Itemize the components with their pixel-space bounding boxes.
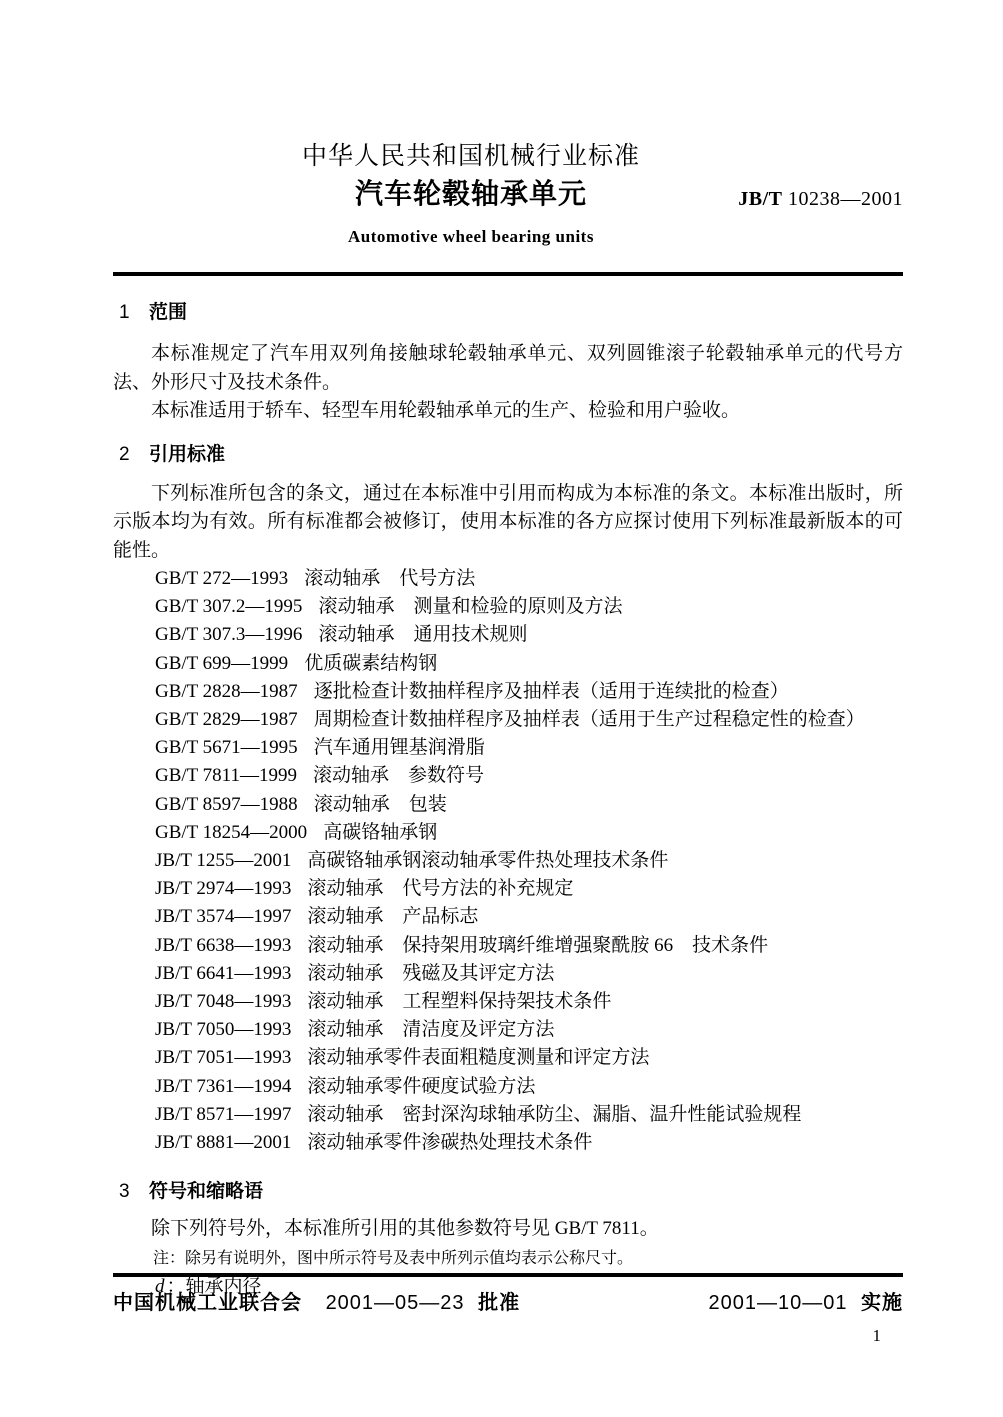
approval-date: 2001—05—23 bbox=[325, 1292, 465, 1314]
section-1-title: 范围 bbox=[149, 302, 188, 323]
reference-item bbox=[155, 762, 903, 790]
reference-item bbox=[155, 1016, 903, 1044]
footer-implementation bbox=[708, 1286, 903, 1315]
reference-title: 优质碳素结构钢 bbox=[304, 652, 438, 674]
section-2-title: 引用标准 bbox=[149, 443, 226, 465]
section-2-body bbox=[113, 480, 903, 566]
document-title-english: Automotive wheel bearing units bbox=[348, 227, 594, 246]
reference-code: JB/T 6638—1993 bbox=[155, 934, 292, 956]
section-3-number: 3 bbox=[119, 1181, 130, 1203]
reference-code: GB/T 18254—2000 bbox=[155, 821, 308, 843]
reference-title: 滚动轴承 代号方法 bbox=[304, 568, 476, 589]
reference-code: JB/T 8881—2001 bbox=[155, 1132, 292, 1154]
approval-organization: 中国机械工业联合会 bbox=[113, 1292, 302, 1314]
reference-title: 滚动轴承 清洁度及评定方法 bbox=[307, 1019, 555, 1041]
reference-code: GB/T 307.2—1995 bbox=[155, 596, 303, 618]
section-3-title: 符号和缩略语 bbox=[149, 1181, 264, 1203]
reference-title: 滚动轴承 残磁及其评定方法 bbox=[307, 962, 555, 984]
section-3-body bbox=[113, 1215, 903, 1244]
paragraph: 本标准规定了汽车用双列角接触球轮毂轴承单元、双列圆锥滚子轮毂轴承单元的代号方法、外形尺寸及技术条件。 bbox=[113, 343, 903, 393]
reference-item bbox=[155, 932, 903, 960]
reference-code: GB/T 2828—1987 bbox=[155, 680, 298, 702]
section-1-heading bbox=[113, 302, 903, 324]
reference-item bbox=[155, 734, 903, 762]
section-1-number: 1 bbox=[119, 302, 130, 323]
reference-code: JB/T 7048—1993 bbox=[155, 991, 292, 1013]
reference-title: 滚动轴承 产品标志 bbox=[307, 906, 479, 928]
reference-code: GB/T 272—1993 bbox=[155, 568, 289, 589]
reference-item bbox=[155, 903, 903, 931]
reference-item bbox=[155, 593, 903, 621]
document-title-chinese: 汽车轮毂轴承单元 bbox=[354, 179, 587, 210]
reference-item bbox=[155, 678, 903, 706]
reference-item bbox=[155, 1073, 903, 1101]
standard-number-value: 10238—2001 bbox=[788, 188, 903, 210]
reference-item bbox=[155, 1044, 903, 1072]
reference-item bbox=[155, 650, 903, 678]
reference-code: GB/T 8597—1988 bbox=[155, 793, 298, 815]
section-3-heading bbox=[113, 1181, 903, 1203]
section-1-body bbox=[113, 340, 903, 426]
symbol-meaning: 轴承内径 bbox=[185, 1275, 262, 1297]
implementation-label: 实施 bbox=[861, 1292, 903, 1314]
document-header bbox=[113, 0, 903, 248]
reference-code: JB/T 1255—2001 bbox=[155, 850, 292, 872]
reference-code: JB/T 7051—1993 bbox=[155, 1047, 292, 1069]
section-3-note: 注：除另有说明外，图中所示符号及表中所列示值均表示公称尺寸。 bbox=[153, 1249, 634, 1267]
reference-title: 滚动轴承 工程塑料保持架技术条件 bbox=[307, 991, 612, 1013]
reference-item bbox=[155, 988, 903, 1016]
reference-code: JB/T 7361—1994 bbox=[155, 1075, 292, 1097]
reference-title: 汽车通用锂基润滑脂 bbox=[313, 737, 485, 759]
reference-code: GB/T 5671—1995 bbox=[155, 737, 298, 759]
footer-approval bbox=[113, 1286, 520, 1315]
reference-item bbox=[155, 1129, 903, 1157]
reference-item bbox=[155, 1101, 903, 1129]
reference-item bbox=[155, 960, 903, 988]
reference-list bbox=[113, 565, 903, 1157]
reference-title: 滚动轴承零件表面粗糙度测量和评定方法 bbox=[307, 1047, 650, 1069]
reference-title: 滚动轴承零件渗碳热处理技术条件 bbox=[307, 1132, 593, 1154]
reference-item bbox=[155, 621, 903, 649]
reference-code: GB/T 699—1999 bbox=[155, 652, 289, 674]
reference-title: 滚动轴承 通用技术规则 bbox=[318, 624, 528, 646]
reference-item bbox=[155, 847, 903, 875]
symbol-separator: ： bbox=[166, 1275, 186, 1297]
reference-item bbox=[155, 791, 903, 819]
reference-title: 滚动轴承 密封深沟球轴承防尘、漏脂、温升性能试验规程 bbox=[307, 1103, 802, 1125]
paragraph: 本标准适用于轿车、轻型车用轮毂轴承单元的生产、检验和用户验收。 bbox=[151, 400, 741, 421]
approval-label: 批准 bbox=[478, 1292, 521, 1314]
header-rule bbox=[113, 272, 903, 276]
reference-code: GB/T 2829—1987 bbox=[155, 709, 298, 731]
symbol-letter: d bbox=[155, 1275, 165, 1297]
reference-title: 高碳铬轴承钢滚动轴承零件热处理技术条件 bbox=[307, 850, 669, 872]
document-content bbox=[113, 0, 903, 1300]
reference-code: GB/T 7811—1999 bbox=[155, 765, 297, 787]
reference-item bbox=[155, 819, 903, 847]
reference-title: 滚动轴承 参数符号 bbox=[312, 765, 484, 787]
reference-title: 滚动轴承 包装 bbox=[313, 793, 447, 815]
reference-code: JB/T 6641—1993 bbox=[155, 962, 292, 984]
reference-title: 滚动轴承 保持架用玻璃纤维增强聚酰胺 66 技术条件 bbox=[307, 934, 769, 956]
implementation-date: 2001—10—01 bbox=[708, 1292, 848, 1314]
reference-code: GB/T 307.3—1996 bbox=[155, 624, 303, 646]
reference-item bbox=[155, 565, 903, 593]
standard-type-title: 中华人民共和国机械行业标准 bbox=[301, 143, 640, 170]
reference-title: 逐批检查计数抽样程序及抽样表（适用于连续批的检查） bbox=[313, 680, 789, 702]
reference-item bbox=[155, 875, 903, 903]
reference-title: 高碳铬轴承钢 bbox=[323, 821, 438, 843]
reference-title: 滚动轴承 代号方法的补充规定 bbox=[307, 878, 574, 900]
reference-item bbox=[155, 706, 903, 734]
reference-code: JB/T 2974—1993 bbox=[155, 878, 292, 900]
reference-code: JB/T 8571—1997 bbox=[155, 1103, 292, 1125]
standard-number bbox=[738, 188, 903, 211]
document-footer bbox=[113, 1273, 903, 1315]
standard-number-prefix: JB/T bbox=[738, 188, 783, 210]
reference-title: 周期检查计数抽样程序及抽样表（适用于生产过程稳定性的检查） bbox=[313, 709, 865, 731]
reference-title: 滚动轴承零件硬度试验方法 bbox=[307, 1075, 536, 1097]
paragraph: 下列标准所包含的条文，通过在本标准中引用而构成为本标准的条文。本标准出版时，所示版本均为有效。所有标准都会被修订，使用本标准的各方应探讨使用下列标准最新版本的可能性。 bbox=[113, 482, 903, 561]
reference-code: JB/T 7050—1993 bbox=[155, 1019, 292, 1041]
section-2-number: 2 bbox=[119, 443, 130, 465]
paragraph: 除下列符号外，本标准所引用的其他参数符号见 GB/T 7811。 bbox=[151, 1218, 659, 1240]
reference-title: 滚动轴承 测量和检验的原则及方法 bbox=[318, 596, 623, 618]
section-2-heading bbox=[113, 444, 903, 466]
title-block bbox=[113, 142, 829, 248]
page-number: 1 bbox=[872, 1326, 881, 1345]
reference-code: JB/T 3574—1997 bbox=[155, 906, 292, 928]
